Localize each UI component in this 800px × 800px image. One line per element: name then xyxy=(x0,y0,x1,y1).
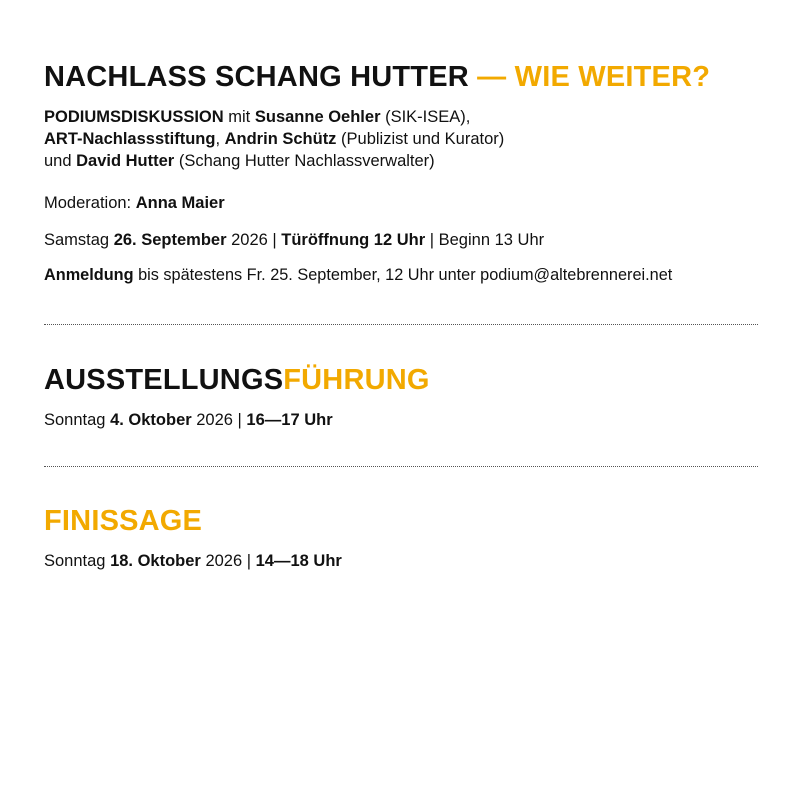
participant-1-name: Susanne Oehler xyxy=(254,108,381,126)
podium-date: 26. September xyxy=(113,231,227,249)
participant-3-name: David Hutter xyxy=(76,152,175,170)
moderation-line xyxy=(44,192,225,214)
tour-year: 2026 | xyxy=(191,411,247,429)
finissage-time: 14—18 Uhr xyxy=(255,552,342,570)
participants-line-2 xyxy=(44,128,504,150)
podium-date-line xyxy=(44,229,544,251)
tour-title-main: AUSSTELLUNGS xyxy=(44,364,284,396)
podium-year: 2026 | xyxy=(226,231,282,249)
podium-participants xyxy=(44,106,504,172)
podium-weekday: Samstag xyxy=(44,231,114,249)
participants-line-1 xyxy=(44,106,504,128)
finissage-year: 2026 | xyxy=(200,552,256,570)
podium-label: PODIUMSDISKUSSION xyxy=(44,108,224,126)
organization-name: ART-Nachlassstiftung xyxy=(44,130,216,148)
finissage-title: FINISSAGE xyxy=(44,505,203,537)
tour-weekday: Sonntag xyxy=(44,411,111,429)
moderation-label: Moderation: xyxy=(44,194,136,212)
tour-title-accent: FÜHRUNG xyxy=(283,364,430,396)
participants-line-3 xyxy=(44,150,504,172)
tour-title xyxy=(44,366,430,395)
divider-1 xyxy=(44,324,758,325)
separator-text: , xyxy=(215,130,225,148)
mit-text: mit xyxy=(223,108,255,126)
registration-line xyxy=(44,264,672,286)
begin-time: | Beginn 13 Uhr xyxy=(425,231,545,249)
podium-title-accent: — WIE WEITER? xyxy=(477,61,711,93)
finissage-weekday: Sonntag xyxy=(44,552,111,570)
divider-2 xyxy=(44,466,758,467)
participant-2-name: Andrin Schütz xyxy=(224,130,337,148)
podium-section xyxy=(44,63,710,92)
finissage-section xyxy=(44,507,202,536)
podium-title-main: NACHLASS SCHANG HUTTER xyxy=(44,61,469,93)
tour-section xyxy=(44,366,430,395)
participant-1-role: (SIK-ISEA), xyxy=(380,108,471,126)
participant-2-role: (Publizist und Kurator) xyxy=(336,130,505,148)
registration-label: Anmeldung xyxy=(44,266,134,284)
podium-title xyxy=(44,63,710,92)
doors-open-time: Türöffnung 12 Uhr xyxy=(281,231,426,249)
participant-3-role: (Schang Hutter Nachlassverwalter) xyxy=(174,152,435,170)
tour-date-line xyxy=(44,409,333,431)
moderator-name: Anna Maier xyxy=(135,194,225,212)
und-text: und xyxy=(44,152,77,170)
tour-time: 16—17 Uhr xyxy=(246,411,333,429)
tour-date: 4. Oktober xyxy=(110,411,192,429)
finissage-date-line xyxy=(44,550,342,572)
finissage-date: 18. Oktober xyxy=(110,552,201,570)
registration-text: bis spätestens Fr. 25. September, 12 Uhr unter podium@altebrennerei.net xyxy=(133,266,673,284)
